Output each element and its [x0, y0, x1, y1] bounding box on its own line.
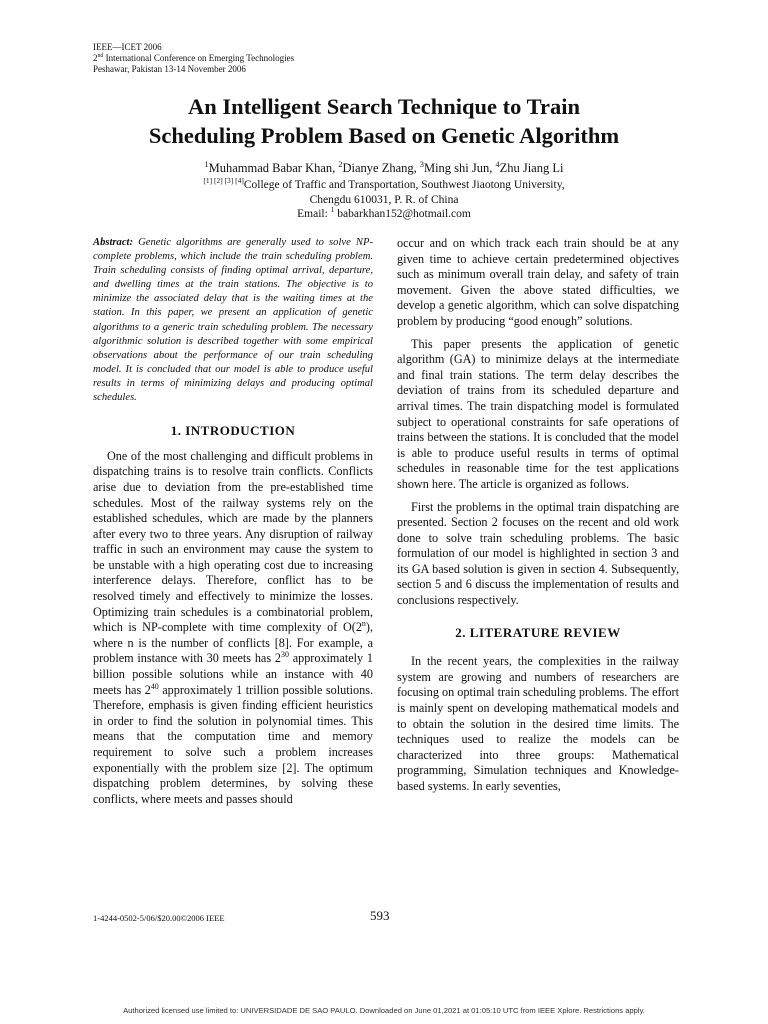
paragraph: First the problems in the optimal train dispatching are presented. Section 2 focuses on the recent and old work done to solve train scheduling problems. The basic formulation of our model is highlighted in section 3 and its GA based solution is given in section 4. Subsequently, section 5 and 6 discuss the implementation of results and conclusions respectively.: [397, 499, 679, 608]
title-line-1: An Intelligent Search Technique to Train: [188, 94, 580, 119]
author: $^4$Zhu Jiang Li: [495, 159, 564, 175]
author: $^2$Dianye Zhang,: [338, 159, 420, 175]
paper-title: [60, 92, 708, 150]
left-column: [93, 236, 373, 807]
conference-header: [93, 42, 294, 75]
paragraph: In the recent years, the complexities in the railway system are growing and numbers of researchers are focusing on optimal train scheduling problems. The effort is mainly spent on developing mathematical models and to obtain the solution in the desired time limits. The techniques used to realize the models can be characterized into three groups: Mathematical programming, Simulation techniques and Knowledge-based systems. In early seventies,: [397, 654, 679, 793]
paragraph: This paper presents the application of genetic algorithm (GA) to minimize delays at the intermediate and final train stations. The term delay describes the deviation of trains from its scheduled departure and arrival times. The train dispatching model is formulated subject to operational constraints for safe operations of trains between the stations. It is concluded that the model is able to produce useful results in terms of optimal schedules in reasonable time for the test applications shown here. The article is organized as follows.: [397, 336, 679, 491]
conference-location: Peshawar, Pakistan 13-14 November 2006: [93, 64, 246, 74]
author-email: Email: $^1$ babarkhan152@hotmail.com: [297, 205, 471, 220]
introduction-paragraph: One of the most challenging and difficult problems in dispatching trains is to resolve train conflicts. Conflicts arise due to deviation from the pre-established time schedules. Most of the railway systems rely on the established schedules, which are made by the planners after every two to three years. Any disruption of railway traffic in such an environment may cause the system to be unstable with a high operating cost due to increasing interference delays. Therefore, conflict has to be resolved timely and effectively to minimize the losses. Optimizing train schedules is a combinatorial problem, which is NP-complete with time complexity of O(2$^n$), where n is the number of conflicts [8]. For example, a problem instance with 30 meets has $2^{30}$ approximately 1 billion possible solutions while an instance with 40 meets has $2^{40}$ approximately 1 trillion possible solutions. Therefore, emphasis is given finding efficient heuristics in order to find the solution in polynomial times. This means that the computation time and memory requirement to solve such a problem increases exponentially with the problem size [2]. The optimum dispatching problem determines, by solving these conflicts, where meets and passes should: [93, 448, 373, 806]
page-number: 593: [370, 908, 390, 923]
section-heading-literature-review: 2. LITERATURE REVIEW: [455, 624, 621, 640]
affiliation-line: [1] [2] [3] [4]College of Traffic and Transportation, Southwest Jiaotong University,: [203, 176, 565, 191]
copyright-line: 1-4244-0502-5/06/$20.00©2006 IEEE: [93, 913, 225, 923]
conference-name: IEEE—ICET 2006: [93, 42, 162, 52]
abstract: Abstract: Genetic algorithms are generally used to solve NP-complete problems, which include the train scheduling problem. Train scheduling consists of finding optimal arrival, departure, and dwelling times at the train stations. The objective is to minimize the associated delay that is the waiting times at the station. In this paper, we present an application of genetic algorithms to a generic train scheduling problem. The necessary algorithmic solution is described together with some empirical observations about the performance of our train scheduling model. It is concluded that our model is able to produce useful results in terms of minimizing delays and producing optimal schedules.: [93, 237, 373, 404]
affiliation-marks: [1] [2] [3] [4]: [203, 176, 244, 186]
paragraph-continuation: occur and on which track each train should be at any given time to achieve certain predetermined objectives such as minimum overall train delay, and safety of train movement. Given the above stated difficulties, we develop a genetic algorithm, which can solve dispatching problem by producing “good enough” solutions.: [397, 236, 679, 328]
author: $^3$Ming shi Jun,: [419, 159, 496, 175]
author-list: [60, 161, 708, 176]
affiliation-address: Chengdu 610031, P. R. of China: [309, 194, 459, 206]
right-column: [397, 236, 679, 795]
abstract-label: Abstract:: [93, 237, 134, 248]
section-heading-introduction: 1. INTRODUCTION: [170, 423, 296, 439]
conference-title: 2nd International Conference on Emerging Technologies: [93, 53, 295, 63]
author: $^1$Muhammad Babar Khan,: [204, 159, 339, 175]
license-notice: Authorized licensed use limited to: UNIVERSIDADE DE SAO PAULO. Downloaded on June 01,2021 at 01:05:10 UTC from IEEE Xplore. Restrictions apply.: [123, 1006, 645, 1015]
title-line-2: Scheduling Problem Based on Genetic Algorithm: [148, 123, 620, 148]
